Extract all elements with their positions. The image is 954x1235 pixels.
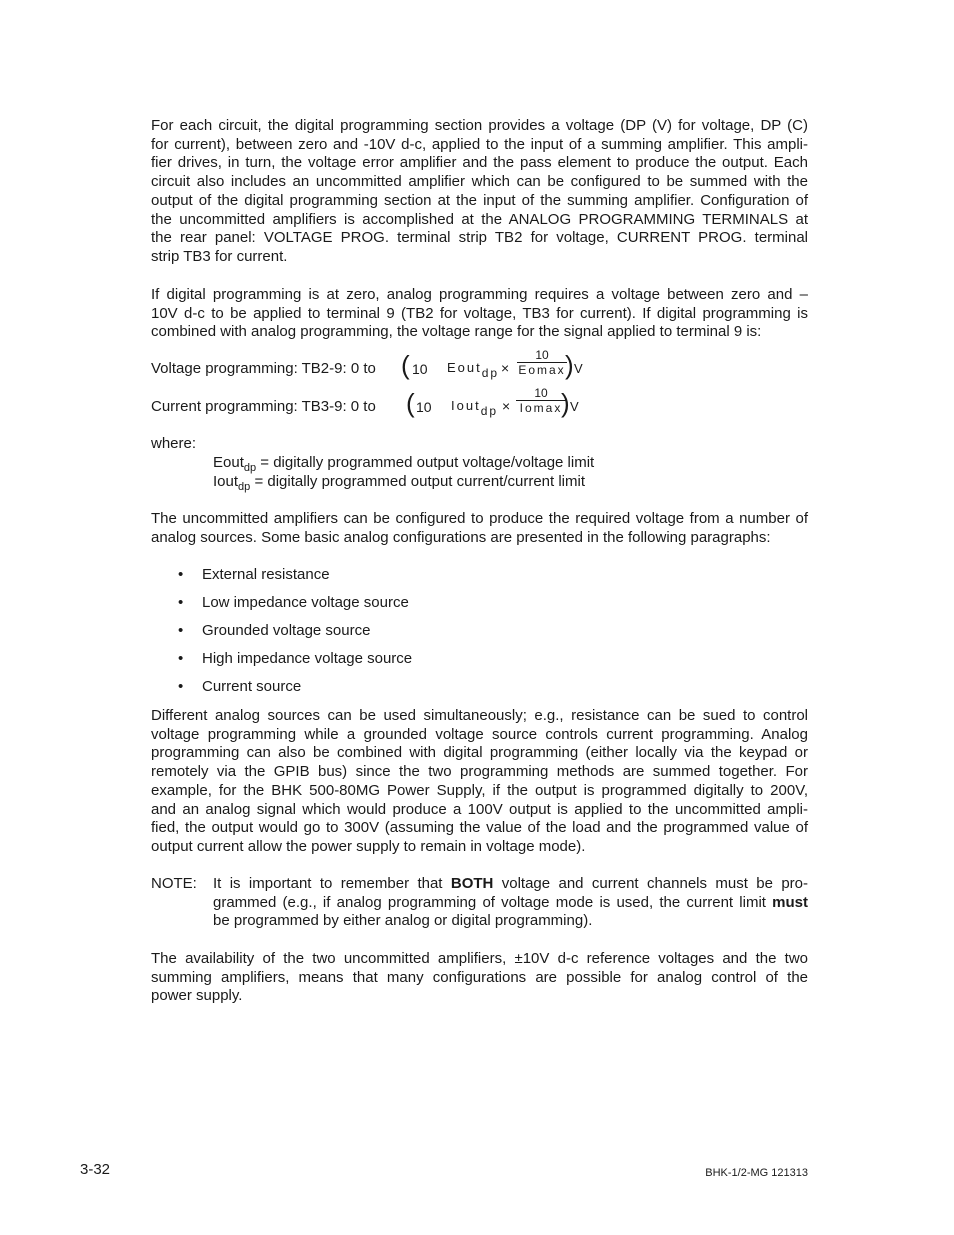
note-emphasis: must	[772, 893, 808, 911]
note-text: grammed (e.g., if analog programming of voltage mode is used, the current limit	[213, 893, 773, 911]
fraction-denominator: Iomax	[519, 401, 563, 415]
text-line: For each circuit, the digital programming section provides a voltage (DP (V) for voltage, DP (C)	[151, 117, 808, 134]
note-text: It is important to remember that	[213, 875, 451, 892]
document-id: BHK-1/2-MG 121313	[705, 1167, 808, 1179]
text-line	[213, 875, 808, 894]
formula-unit: V	[574, 361, 583, 376]
text-line: 10V d-c to be applied to terminal 9 (TB2 for voltage, TB3 for current). If digital programming is	[151, 304, 808, 322]
text-line: and an analog signal which would produce a 100V output is applied to the uncommitted ampli-	[151, 800, 808, 818]
where-label: where:	[151, 435, 197, 452]
text-line: remotely via the GPIB bus) since the two programming methods are summed together. For	[151, 763, 808, 781]
open-paren: (	[401, 350, 410, 380]
definition-subscript: dp	[238, 481, 251, 493]
text-line: the uncommitted amplifiers is accomplished at the ANALOG PROGRAMMING TERMINALS at	[151, 210, 808, 228]
text-line: analog sources. Some basic analog configurations are presented in the following paragraphs:	[151, 528, 771, 546]
close-paren: )	[565, 350, 574, 380]
times-symbol: ×	[501, 360, 510, 376]
paragraph-simultaneous-sources	[151, 707, 808, 857]
text-line: example, for the BHK 500-80MG Power Supply, if the output is programmed digitally to 200V,	[151, 781, 808, 799]
text-line: The availability of the two uncommitted amplifiers, ±10V d-c reference voltages and the two	[151, 950, 808, 967]
text-line: The uncommitted amplifiers can be configured to produce the required voltage from a number of	[151, 510, 808, 527]
definition-eout	[213, 454, 594, 473]
definition-iout	[213, 473, 585, 492]
bullet-icon: •	[178, 594, 184, 611]
definition-subscript: dp	[243, 462, 257, 474]
text-line: be programmed by either analog or digital programming).	[213, 912, 593, 930]
text-line: strip TB3 for current.	[151, 247, 288, 265]
variable-subscript: dp	[480, 404, 499, 418]
paragraph-analog-range	[151, 286, 808, 342]
text-line: output current allow the power supply to remain in voltage mode).	[151, 837, 586, 855]
definition-variable: Iout	[213, 473, 239, 490]
text-line: combined with analog programming, the voltage range for the signal applied to terminal 9 is:	[151, 323, 762, 341]
text-line: fied, the output would go to 300V (assuming the value of the load and the programmed value of	[151, 819, 808, 837]
text-line: the rear panel: VOLTAGE PROG. terminal strip TB2 for voltage, CURRENT PROG. terminal	[151, 229, 808, 247]
text-line: If digital programming is at zero, analog programming requires a voltage between zero and –	[151, 286, 808, 303]
list-item-text: High impedance voltage source	[202, 650, 413, 667]
formula-variable	[447, 359, 499, 378]
definition-text: = digitally programmed output voltage/voltage limit	[256, 454, 595, 471]
formula-variable	[451, 397, 498, 416]
text-line: output of the digital programming section at the input of the summing amplifier. Configuration of	[151, 191, 808, 209]
text-line: programming can also be combined with digital programming (either locally via the keypad or	[151, 744, 808, 762]
variable-name: Iout	[451, 398, 481, 413]
text-line: Different analog sources can be used simultaneously; e.g., resistance can be sued to control	[151, 707, 808, 724]
paragraph-digital-programming	[151, 117, 808, 267]
formula-fraction	[517, 348, 567, 378]
text-line: voltage programming while a grounded voltage source controls current programming. Analog	[151, 725, 808, 743]
close-paren: )	[561, 388, 570, 418]
times-symbol: ×	[502, 398, 511, 414]
formula-current-programming	[151, 386, 601, 422]
bullet-icon: •	[178, 678, 184, 695]
note-emphasis: BOTH	[450, 875, 494, 892]
paragraph-analog-sources	[151, 510, 808, 547]
paragraph-availability	[151, 950, 808, 1006]
definition-variable: Eout	[213, 454, 244, 471]
note-body	[213, 875, 808, 931]
list-item-text: Low impedance voltage source	[202, 594, 409, 611]
note-label: NOTE:	[151, 875, 197, 892]
note-text: voltage and current channels must be pro-	[493, 875, 809, 892]
formula-unit: V	[570, 399, 579, 414]
definition-text: = digitally programmed output current/current limit	[250, 473, 586, 490]
fraction-denominator: Eomax	[518, 363, 566, 377]
variable-name: Eout	[447, 360, 482, 375]
text-line: power supply.	[151, 987, 243, 1005]
list-item-text: External resistance	[202, 566, 330, 583]
open-paren: (	[406, 388, 415, 418]
text-line: fier drives, in turn, the voltage error amplifier and the pass element to produce the output. Each	[151, 154, 808, 172]
text-line: for current), between zero and -10V d-c, applied to the input of a summing amplifier. This ampli-	[151, 135, 808, 153]
page-number: 3-32	[80, 1161, 111, 1178]
formula-label: Current programming: TB3-9: 0 to	[151, 398, 376, 415]
bullet-icon: •	[178, 650, 184, 667]
text-line: summing amplifiers, means that many configurations are possible for analog control of the	[151, 968, 808, 986]
formula-constant: 10	[412, 361, 428, 377]
formula-label: Voltage programming: TB2-9: 0 to	[151, 360, 376, 377]
list-item-text: Current source	[202, 678, 302, 695]
text-line: circuit also includes an uncommitted amplifier which can be configured to be summed with the	[151, 173, 808, 191]
formula-voltage-programming	[151, 348, 601, 384]
text-line	[213, 894, 808, 913]
variable-subscript: dp	[481, 366, 500, 380]
bullet-icon: •	[178, 622, 184, 639]
formula-constant: 10	[416, 399, 432, 415]
fraction-numerator: 10	[516, 386, 566, 401]
formula-fraction	[516, 386, 566, 416]
fraction-numerator: 10	[517, 348, 567, 363]
bullet-icon: •	[178, 566, 184, 583]
list-item-text: Grounded voltage source	[202, 622, 371, 639]
